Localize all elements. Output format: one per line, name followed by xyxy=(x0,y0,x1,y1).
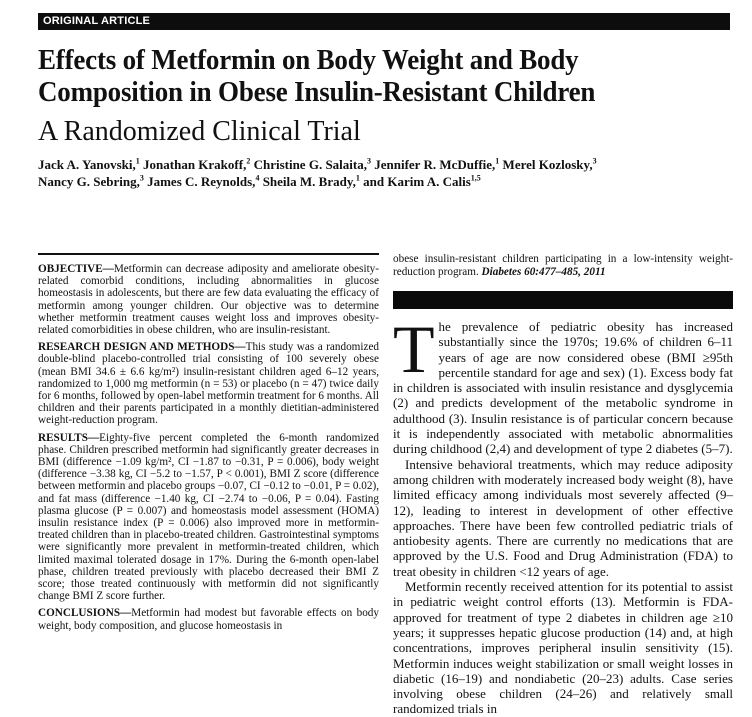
author: Merel Kozlosky, xyxy=(499,157,593,172)
author: Christine G. Salaita, xyxy=(250,157,367,172)
author: James C. Reynolds, xyxy=(143,174,256,189)
article-type-badge: ORIGINAL ARTICLE xyxy=(38,13,730,30)
section-text: This study was a randomized double-blind placebo-controlled trial consisting of 100 severely obese (mean BMI 34.6 ± 6.6 kg/m²) insulin-resistant children aged 6–12 years, randomized to 1,000 mg metformin (n = 53) or placebo (n = 47) twice daily for 6 months, followed by open-label metformin treatment for 6 months. All children and their parents participated in a monthly dietitian-administered weight-reduction program. xyxy=(38,341,380,427)
affiliation-mark: 3 xyxy=(139,173,144,183)
section-text: Eighty-five percent completed the 6-month randomized phase. Children prescribed metformin had significantly greater decreases in BMI (difference −1.09 kg/m², CI −1.87 to −0.31, P = 0.006), body weight (difference −3.38 kg, CI −5.2 to −1.57, P < 0.001), BMI Z score (difference between metformin and placebo groups −0.07, CI −0.12 to −0.01, P = 0.02), and fat mass (difference −1.40 kg, CI −2.74 to −0.06, P = 0.04). Fasting plasma glucose (P = 0.007) and homeostasis model assessment (HOMA) insulin resistance index (P = 0.006) also improved more in metformin-treated children than in placebo-treated children. Gastrointestinal symptoms were significantly more prevalent in metformin-treated children, which limited maximal tolerated dosage in 17%. During the 6-month open-label phase, children treated previously with placebo decreased their BMI Z score; those treated continuously with metformin did not significantly change BMI Z score further. xyxy=(38,431,379,603)
affiliation-mark: 1 xyxy=(355,173,360,183)
section-text: Metformin had modest but favorable effects on body weight, body composition, and glucose homeostasis in xyxy=(38,607,379,632)
abstract-top-rule xyxy=(38,253,379,255)
author: Jennifer R. McDuffie, xyxy=(370,157,496,172)
abstract-results xyxy=(38,432,379,603)
author: Sheila M. Brady, xyxy=(259,174,356,189)
affiliation-mark: 3 xyxy=(592,156,597,166)
author: and Karim A. Calis xyxy=(359,174,471,189)
affiliation-mark: 1 xyxy=(135,156,140,166)
body-paragraph: Metformin recently received attention for its potential to assist in pediatric weight control efforts (13). Metformin is FDA-approved for treatment of type 2 diabetes in children age ≥10 years; it suppresses hepatic glucose production (14) and, at high concentrations, improves peripheral insulin sensitivity (15). Metformin induces weight stabilization or small weight losses in diabetic (16–19) and nondiabetic (20–23) adults. Case series involving obese children (24–26) and relatively small randomized trials in xyxy=(393,579,733,717)
affiliation-mark: 1 xyxy=(495,156,500,166)
section-divider-bar xyxy=(393,291,733,309)
drop-cap: T xyxy=(393,311,435,387)
abstract-left-column xyxy=(38,263,379,637)
body-paragraph xyxy=(393,311,733,457)
section-head: CONCLUSIONS— xyxy=(38,607,132,620)
abstract-conclusions xyxy=(38,607,379,631)
affiliation-mark: 4 xyxy=(255,173,260,183)
affiliation-mark: 3 xyxy=(366,156,371,166)
author: Jack A. Yanovski, xyxy=(38,157,136,172)
article-title xyxy=(38,44,689,108)
section-text: Metformin can decrease adiposity and ameliorate obesity-related comorbid conditions, including abnormalities in glucose homeostasis in adolescents, but there are few data evaluating the efficacy of metformin among younger children. Our objective was to determine whether metformin treatment causes weight loss and improves obesity-related comorbidities in obese children, who are insulin-resistant. xyxy=(38,263,379,337)
author: Jonathan Krakoff, xyxy=(139,157,247,172)
abstract-continuation xyxy=(393,253,733,278)
title-line-1: Effects of Metformin on Body Weight and Body xyxy=(38,44,579,76)
section-head: OBJECTIVE— xyxy=(38,263,114,275)
article-subtitle: A Randomized Clinical Trial xyxy=(38,116,361,147)
abstract-objective xyxy=(38,263,379,336)
title-line-2: Composition in Obese Insulin-Resistant Children xyxy=(38,76,596,108)
introduction-body xyxy=(393,311,733,717)
section-head: RESEARCH DESIGN AND METHODS— xyxy=(38,341,246,354)
affiliation-mark: 2 xyxy=(246,156,251,166)
body-paragraph: Intensive behavioral treatments, which may reduce adiposity among children with moderately increased body weight (8), have limited efficacy among individuals most severely affected (9–12), leading to interest in development of other effective approaches. There have been few controlled pediatric trials of antiobesity agents. There are currently no medications that are approved by the U.S. Food and Drug Administration (FDA) to treat obesity in children <12 years of age. xyxy=(393,456,733,579)
affiliation-mark: 1,5 xyxy=(470,173,481,183)
author-list xyxy=(38,156,738,190)
abstract-methods xyxy=(38,341,379,426)
paragraph-text: he prevalence of pediatric obesity has increased substantially since the 1970s; 19.6% of children 6–11 years of age are now considered obese (BMI ≥95th percentile standard for age and sex) (1). Excess body fat in children is associated with insulin resistance and dysglycemia (2) and predicts development of the metabolic syndrome in adulthood (3). Insulin resistance is of particular concern because it is independently associated with metabolic abnormalities during childhood (2,4) and development of type 2 diabetes (5–7). xyxy=(393,319,733,457)
author: Nancy G. Sebring, xyxy=(38,174,140,189)
section-head: RESULTS— xyxy=(38,431,100,444)
conclusion-continuation: obese insulin-resistant children participating in a low-intensity weight-reduction program. xyxy=(393,253,733,278)
journal-citation: Diabetes 60:477–485, 2011 xyxy=(481,265,606,278)
